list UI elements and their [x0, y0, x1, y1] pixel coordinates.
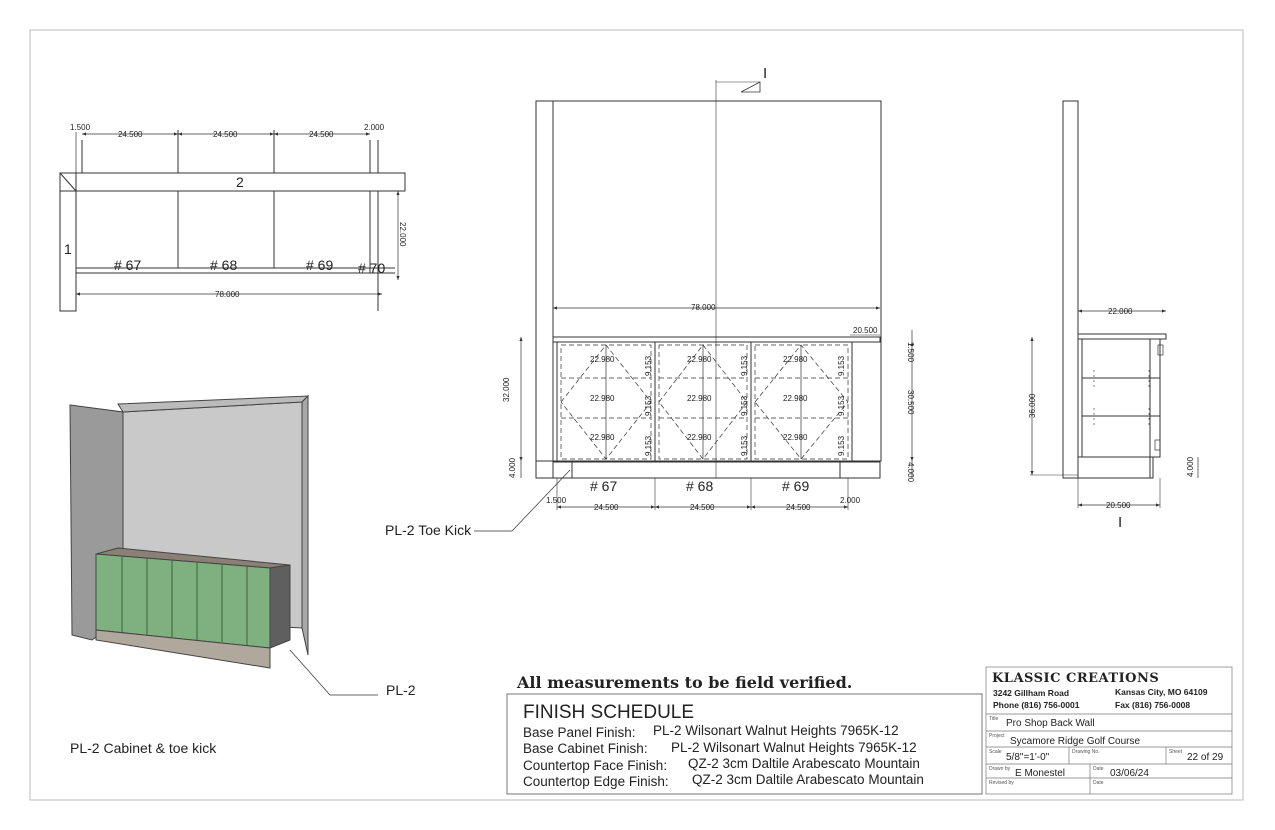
tb-date2-caption: Date — [1093, 780, 1104, 786]
tb-project: Sycamore Ridge Golf Course — [1010, 736, 1141, 747]
plan-cab-69: # 69 — [306, 257, 334, 273]
pl2-leader — [290, 650, 378, 695]
elev-back-panel — [536, 101, 881, 461]
field-verify-note: All measurements to be field verified. — [517, 673, 853, 692]
door-h-1b: 9.153 — [644, 395, 653, 416]
elev-section-mark: I — [763, 65, 768, 82]
plan-width-dim: 78.000 — [215, 290, 240, 299]
elev-top-dim: 1.500 — [906, 342, 915, 363]
plan-part-1: 1 — [64, 241, 72, 257]
side-top-dim: 22.000 — [1108, 307, 1133, 316]
front-elevation — [521, 80, 912, 510]
door-w-1c: 22.980 — [590, 433, 615, 442]
elev-cab-68: # 68 — [686, 478, 714, 494]
side-bottom-dim: 20.500 — [1106, 501, 1131, 510]
tb-title: Pro Shop Back Wall — [1006, 718, 1095, 729]
side-height-dim: 36.000 — [1028, 393, 1037, 418]
door-h-2: 9.153 — [740, 355, 749, 376]
door-h-3: 9.153 — [837, 355, 846, 376]
tb-date-caption: Date — [1093, 766, 1104, 772]
fs-row-1-label: Base Panel Finish: — [523, 725, 636, 740]
elev-right-height-dim: 30.500 — [906, 390, 915, 415]
door-w-2: 22.980 — [687, 355, 712, 364]
fs-row-3-label: Countertop Face Finish: — [523, 758, 668, 773]
tb-phone: Phone (816) 756-0001 — [993, 700, 1080, 710]
door-w-1b: 22.980 — [590, 394, 615, 403]
finish-schedule-title: FINISH SCHEDULE — [523, 702, 695, 723]
fs-row-2-value: PL-2 Wilsonart Walnut Heights 7965K-12 — [671, 740, 917, 755]
side-section-mark: I — [1118, 514, 1123, 531]
door-w-1: 22.980 — [590, 355, 615, 364]
door-h-2b: 9.153 — [740, 395, 749, 416]
elev-toe-right: 4.000 — [906, 462, 915, 483]
tb-drawn-by: E Monestel — [1015, 768, 1066, 779]
plan-cab-68: # 68 — [210, 257, 238, 273]
door-h-1: 9.153 — [644, 355, 653, 376]
plan-dim-1: 1.500 — [70, 123, 91, 132]
plan-part-2: 2 — [236, 174, 244, 190]
fs-row-4-label: Countertop Edge Finish: — [523, 774, 669, 789]
tb-fax: Fax (816) 756-0008 — [1115, 700, 1191, 710]
elev-bottom-dim-5: 2.000 — [840, 496, 861, 505]
plan-dim-2: 24.500 — [118, 130, 143, 139]
tb-scale: 5/8"=1'-0" — [1006, 752, 1050, 763]
side-section — [1030, 101, 1198, 508]
fs-row-4-value: QZ-2 3cm Daltile Arabescato Mountain — [692, 772, 924, 787]
tb-scale-caption: Scale — [989, 749, 1002, 755]
door-w-3: 22.980 — [783, 355, 808, 364]
elev-bottom-dim-1: 1.500 — [546, 496, 567, 505]
tb-sheet: 22 of 29 — [1187, 752, 1224, 763]
door-h-3b: 9.153 — [837, 395, 846, 416]
tb-drawn-caption: Drawn by — [989, 766, 1011, 772]
elev-side-dim: 20.500 — [853, 326, 878, 335]
door-h-3c: 9.153 — [837, 435, 846, 456]
plan-view — [60, 130, 405, 311]
door-w-3b: 22.980 — [783, 394, 808, 403]
elev-width-dim: 78.000 — [691, 303, 716, 312]
plan-countertop — [60, 173, 405, 191]
door-w-2b: 22.980 — [687, 394, 712, 403]
door-h-1c: 9.153 — [644, 435, 653, 456]
tb-title-caption: Title — [989, 716, 999, 722]
elev-toe-left: 4.000 — [508, 457, 517, 478]
plan-dim-4: 24.500 — [309, 130, 334, 139]
tb-date: 03/06/24 — [1110, 768, 1149, 779]
door-h-2c: 9.153 — [740, 435, 749, 456]
tb-address: 3242 Gillham Road — [993, 688, 1070, 698]
plan-cab-70: # 70 — [358, 260, 386, 276]
isometric-view — [70, 396, 308, 668]
tb-project-caption: Project — [989, 733, 1005, 739]
tb-drawing-caption: Drawing No. — [1072, 749, 1100, 755]
side-toe-dim: 4.000 — [1186, 456, 1195, 477]
elev-height-dim: 32.000 — [502, 377, 511, 402]
tb-city: Kansas City, MO 64109 — [1115, 687, 1208, 697]
plan-dim-5: 2.000 — [364, 123, 385, 132]
fs-row-2-label: Base Cabinet Finish: — [523, 741, 648, 756]
elev-side-panel — [536, 101, 553, 478]
plan-dim-3: 24.500 — [213, 130, 238, 139]
elev-bottom-dim-4: 24.500 — [786, 503, 811, 512]
plan-cab-67: # 67 — [114, 257, 142, 273]
tb-sheet-caption: Sheet — [1169, 749, 1183, 755]
tb-company: KLASSIC CREATIONS — [992, 671, 1160, 686]
pl2-callout: PL-2 — [386, 682, 416, 698]
elev-bottom-dim-3: 24.500 — [690, 503, 715, 512]
elev-cab-69: # 69 — [782, 478, 810, 494]
iso-caption: PL-2 Cabinet & toe kick — [70, 740, 217, 756]
elev-bottom-dim-2: 24.500 — [594, 503, 619, 512]
fs-row-3-value: QZ-2 3cm Daltile Arabescato Mountain — [688, 756, 920, 771]
door-w-2c: 22.980 — [687, 433, 712, 442]
toe-kick-callout: PL-2 Toe Kick — [385, 522, 472, 538]
plan-depth-dim: 22.000 — [398, 222, 407, 247]
tb-revised-caption: Revised by — [989, 780, 1014, 786]
fs-row-1-value: PL-2 Wilsonart Walnut Heights 7965K-12 — [653, 723, 899, 738]
elev-cab-67: # 67 — [590, 478, 618, 494]
door-w-3c: 22.980 — [783, 433, 808, 442]
